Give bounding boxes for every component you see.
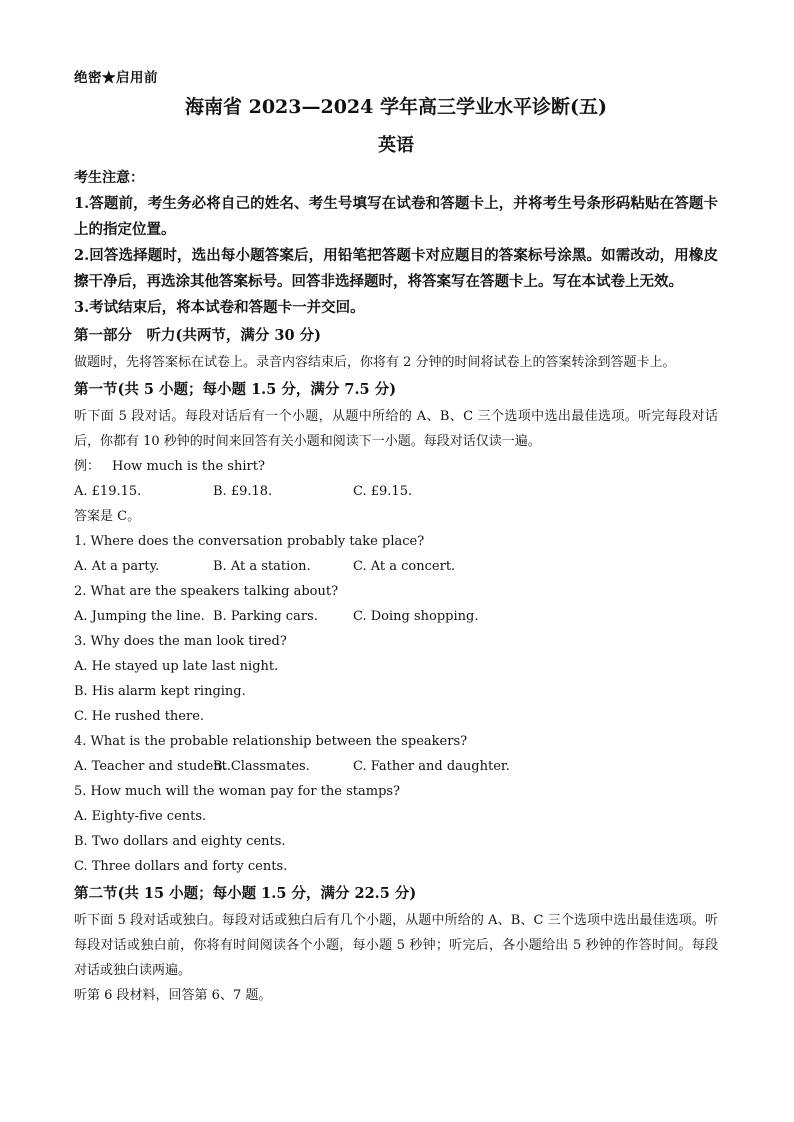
section2-heading: 第二节(共 15 小题；每小题 1.5 分，满分 22.5 分): [74, 885, 417, 902]
option-a: A. Teacher and student.: [74, 759, 232, 774]
part1-instruction: 做题时，先将答案标在试卷上。录音内容结束后，你将有 2 分钟的时间将试卷上的答案转涂到答题卡上。: [74, 355, 676, 370]
option-c: C. At a concert.: [353, 559, 456, 574]
option-b: B. £9.18.: [213, 484, 273, 499]
secret-label: 绝密★启用前: [74, 70, 158, 86]
option-a: A. He stayed up late last night.: [74, 659, 279, 674]
option-a: A. Eighty-five cents.: [74, 809, 207, 824]
option-c: C. £9.15.: [353, 484, 413, 499]
question-1-options: [74, 554, 718, 579]
section1-instruction: 听下面 5 段对话。每段对话后有一个小题，从题中所给的 A、B、C 三个选项中选出最佳选项。听完每段对话后，你都有 10 秒钟的时间来回答有关小题和阅读下一小题。每段对话仅读一遍。: [74, 409, 718, 449]
option-a: A. At a party.: [74, 559, 160, 574]
question-4: 4. What is the probable relationship between the speakers?: [74, 734, 468, 749]
notice-heading: 考生注意：: [74, 170, 144, 186]
notice-item-2: 2.回答选择题时，选出每小题答案后，用铅笔把答题卡对应题目的答案标号涂黑。如需改动，用橡皮擦干净后，再选涂其他答案标号。回答非选择题时，将答案写在答题卡上。写在本试卷上无效。: [74, 247, 718, 290]
option-c: C. Three dollars and forty cents.: [74, 859, 288, 874]
notice-item-3: 3.考试结束后，将本试卷和答题卡一并交回。: [74, 299, 365, 316]
section2-note: 听第 6 段材料，回答第 6、7 题。: [74, 988, 272, 1003]
option-b: B. Two dollars and eighty cents.: [74, 834, 286, 849]
question-2: 2. What are the speakers talking about?: [74, 584, 339, 599]
example-label: 例：: [74, 459, 101, 474]
subject-title: 英语: [378, 135, 414, 156]
question-2-options: [74, 604, 718, 629]
example-question-text: How much is the shirt?: [112, 459, 265, 474]
question-5: 5. How much will the woman pay for the stamps?: [74, 784, 401, 799]
example-question: [74, 454, 718, 479]
option-a: A. £19.15.: [74, 484, 142, 499]
question-1: 1. Where does the conversation probably take place?: [74, 534, 425, 549]
question-3: 3. Why does the man look tired?: [74, 634, 287, 649]
section1-heading: 第一节(共 5 小题；每小题 1.5 分，满分 7.5 分): [74, 381, 397, 398]
example-options: [74, 479, 718, 504]
option-c: C. Father and daughter.: [353, 759, 510, 774]
option-b: B. His alarm kept ringing.: [74, 684, 246, 699]
option-b: B. Parking cars.: [213, 609, 318, 624]
exam-title: 海南省 2023—2024 学年高三学业水平诊断(五): [185, 96, 607, 118]
option-b: B. At a station.: [213, 559, 311, 574]
section2-instruction: 听下面 5 段对话或独白。每段对话或独白后有几个小题，从题中所给的 A、B、C 三个选项中选出最佳选项。听每段对话或独白前，你将有时间阅读各个小题，每小题 5 秒钟；听完后，各小题给出 5 秒钟的作答时间。每段对话或独白读两遍。: [74, 913, 718, 978]
option-a: A. Jumping the line.: [74, 609, 205, 624]
part1-heading: 第一部分 听力(共两节，满分 30 分): [74, 327, 321, 344]
notice-item-1: 1.答题前，考生务必将自己的姓名、考生号填写在试卷和答题卡上，并将考生号条形码粘贴在答题卡上的指定位置。: [74, 195, 718, 238]
option-c: C. He rushed there.: [74, 709, 205, 724]
option-b: B. Classmates.: [213, 759, 310, 774]
option-c: C. Doing shopping.: [353, 609, 479, 624]
example-answer: 答案是 C。: [74, 509, 141, 524]
question-4-options: [74, 754, 718, 779]
